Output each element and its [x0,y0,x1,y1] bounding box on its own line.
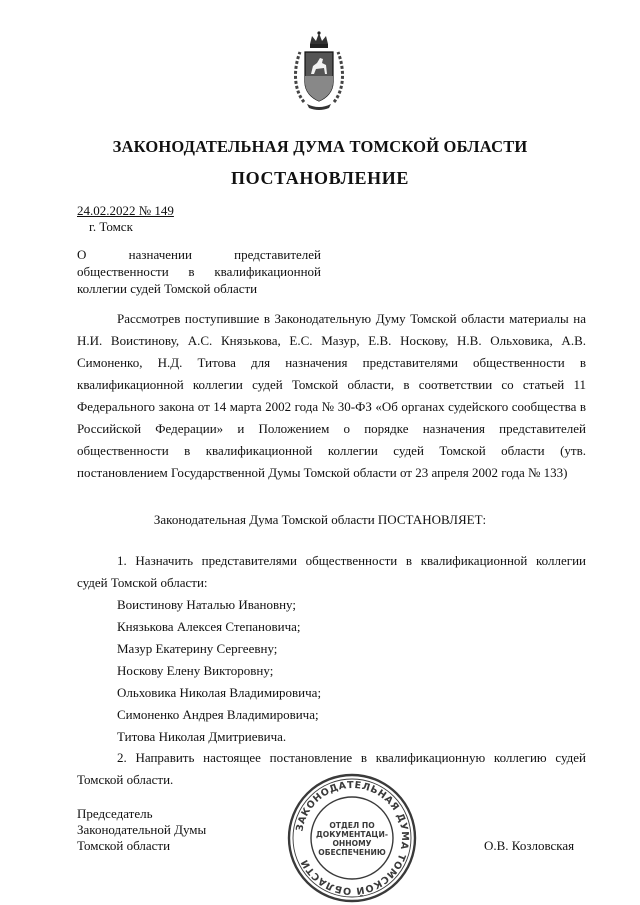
appointee-name: Симоненко Андрея Владимировича; [117,707,319,722]
stamp-ring-text: ЗАКОНОДАТЕЛЬНАЯ ДУМА ТОМСКОЙ ОБЛАСТИ [294,779,411,897]
document-city: г. Томск [89,219,133,234]
item-2-paragraph: 2. Направить настоящее постановление в квалификационную коллегию судей Томской области. [77,750,586,787]
signatory-position-line: Председатель [77,806,153,821]
stamp-center-line: ОТДЕЛ ПО [329,821,375,830]
appointee-name: Носкову Елену Викторовну; [117,663,274,678]
appointee-name: Князькова Алексея Степановича; [117,619,301,634]
coat-of-arms-icon [290,30,348,112]
document-type-title: ПОСТАНОВЛЕНИЕ [231,168,409,188]
document-subject: О назначении представителей общественности в квалификационной коллегии судей Томской области [77,247,321,296]
stamp-center-line: ОННОМУ [332,839,372,848]
appointee-name: Мазур Екатерину Сергеевну; [117,641,278,656]
document-date-number: 24.02.2022 № 149 [77,203,174,218]
item-1-paragraph: 1. Назначить представителями общественности в квалификационной коллегии судей Томской области: [77,553,586,590]
resolve-line: Законодательная Дума Томской области ПОСТАНОВЛЯЕТ: [153,512,487,527]
appointee-name: Титова Николая Дмитриевича. [117,729,287,744]
preamble-paragraph: Рассмотрев поступившие в Законодательную Думу Томской области материалы на Н.И. Воистинову, А.С. Князькова, Е.С. Мазур, Е.В. Носкову, Н.В. Ольховика, А.В. Симоненко, Н.Д. Титова для назначения представителями общественности в квалификационной коллегии судей Томской области, в соответствии со статьей 11 Федерального закона от 14 марта 2002 года № 30-ФЗ «Об органах судейского сообщества в Российской Федерации» и Положением о порядке назначения представителей общественности в квалификационной коллегии судей Томской области (утв. постановлением Государственной Думы Томской области от 23 апреля 2002 года № 133) [77,311,586,480]
signatory-position-line: Законодательной Думы [77,822,207,837]
stamp-center-line: ОБЕСПЕЧЕНИЮ [318,848,386,857]
appointee-list [117,594,321,748]
signatory-position [77,806,206,854]
signatory-position-line: Томской области [77,838,171,853]
official-stamp [286,772,418,904]
organization-title: ЗАКОНОДАТЕЛЬНАЯ ДУМА ТОМСКОЙ ОБЛАСТИ [112,137,528,156]
appointee-name: Воистинову Наталью Ивановну; [117,597,296,612]
signatory-name: О.В. Козловская [484,838,575,853]
stamp-center-line: ДОКУМЕНТАЦИ- [316,830,388,839]
appointee-name: Ольховика Николая Владимировича; [117,685,322,700]
